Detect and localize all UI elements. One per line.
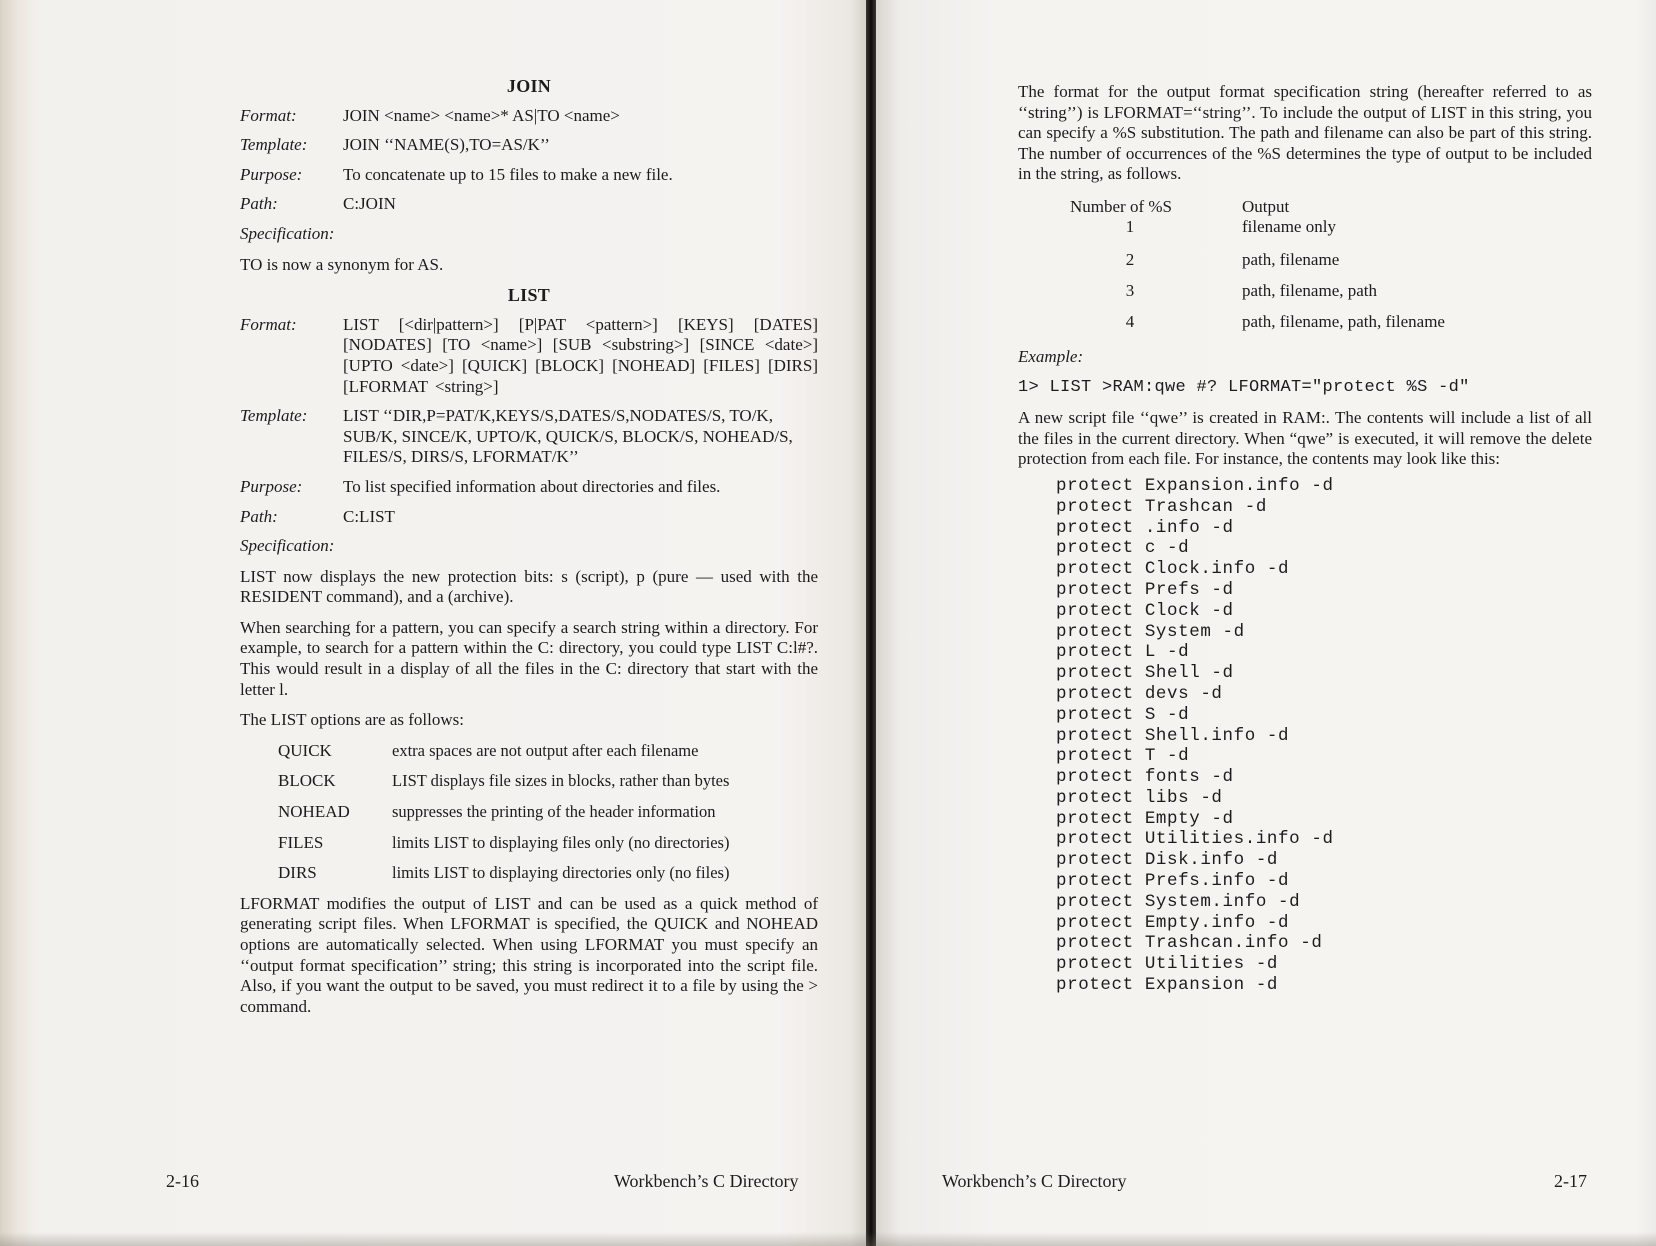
join-format-value: JOIN <name> <name>* AS|TO <name> [343, 105, 620, 125]
table-header-count: Number of %S [1070, 196, 1172, 216]
code-line: protect Prefs.info -d [1056, 871, 1290, 892]
script-listing [1056, 476, 1592, 996]
left-page-content [240, 76, 818, 1017]
table-header-row [1018, 197, 1592, 217]
list-format-row [240, 315, 818, 397]
list-option-row [240, 833, 818, 854]
code-line: protect Shell -d [1056, 663, 1234, 684]
code-line: protect libs -d [1056, 787, 1223, 808]
running-footer-left: Workbench’s C Directory [614, 1171, 799, 1191]
list-options-intro: The LIST options are as follows: [240, 710, 464, 730]
list-spec-para-3: LFORMAT modifies the output of LIST and can be used as a quick method of generating script files. When LFORMAT is specified, the QUICK and NOHEAD options are automatically selected. When using LFORMAT you must specify an ‘‘output format specification’’ string; this string is incorporated into the script file. Also, if you want the output to be saved, you must redirect it to a file by using the > command. [240, 893, 818, 1016]
option-key: QUICK [278, 740, 332, 760]
list-path-row [240, 507, 818, 528]
table-cell-output: path, filename, path, filename [1242, 312, 1445, 332]
code-line: protect Empty.info -d [1056, 912, 1290, 933]
option-key: FILES [278, 832, 324, 852]
join-path-value: C:JOIN [343, 194, 396, 214]
join-heading: JOIN [506, 76, 552, 96]
code-line: protect Trashcan.info -d [1056, 933, 1323, 954]
join-format-label: Format: [240, 105, 297, 125]
example-command: 1> LIST >RAM:qwe #? LFORMAT="protect %S -d" [1018, 377, 1470, 397]
option-key: NOHEAD [278, 802, 350, 822]
book-spine [866, 0, 876, 1246]
list-format-value: LIST [<dir|pattern>] [P|PAT <pattern>] [KEYS] [DATES] [NODATES] [TO <name>] [SUB <substring>] [SINCE <date>] [UPTO <date>] [QUICK] [BLOCK] [NOHEAD] [FILES] [DIRS] [LFORMAT <string>] [343, 314, 818, 396]
list-template-value: LIST ‘‘DIR,P=PAT/K,KEYS/S,DATES/S,NODATES/S, TO/K, SUB/K, SINCE/K, UPTO/K, QUICK/S, BLOCK/S, NOHEAD/S, FILES/S, DIRS/S, LFORMAT/K’’ [343, 406, 793, 467]
running-footer-right: Workbench’s C Directory [942, 1171, 1127, 1191]
join-path-row [240, 194, 818, 215]
list-spec-para-2: When searching for a pattern, you can specify a search string within a directory. For example, to search for a pattern within the C: directory, you could type LIST C:l#?. This would result in a display of all the files in the C: directory that start with the letter l. [240, 617, 818, 699]
table-cell-count: 2 [1125, 250, 1135, 270]
code-line: protect L -d [1056, 642, 1190, 663]
table-row [1018, 240, 1592, 271]
option-key: BLOCK [278, 771, 336, 791]
right-page-content [1018, 82, 1592, 996]
list-option-row [240, 863, 818, 884]
code-line: protect devs -d [1056, 683, 1223, 704]
code-line: protect .info -d [1056, 517, 1234, 538]
option-description: suppresses the printing of the header information [392, 802, 716, 822]
code-line: protect fonts -d [1056, 767, 1234, 788]
table-cell-output: path, filename [1242, 250, 1340, 270]
page-edge [0, 0, 30, 1246]
code-line: protect Trashcan -d [1056, 496, 1267, 517]
table-row [1018, 302, 1592, 333]
table-cell-count: 4 [1125, 312, 1135, 332]
option-description: limits LIST to displaying directories only (no files) [392, 863, 730, 883]
list-purpose-value: To list specified information about directories and files. [343, 476, 721, 496]
code-line: protect Disk.info -d [1056, 850, 1279, 871]
code-line: protect System.info -d [1056, 891, 1301, 912]
list-format-label: Format: [240, 314, 297, 334]
lformat-table [1018, 197, 1592, 333]
list-purpose-row [240, 477, 818, 498]
join-format-row [240, 106, 818, 127]
table-row [1018, 217, 1592, 240]
code-line: protect c -d [1056, 538, 1190, 559]
join-purpose-row [240, 165, 818, 186]
list-path-label: Path: [240, 506, 278, 526]
code-line: protect Shell.info -d [1056, 725, 1290, 746]
join-spec-label: Specification: [240, 223, 335, 243]
option-description: LIST displays file sizes in blocks, rather than bytes [392, 771, 730, 791]
join-template-label: Template: [240, 135, 308, 155]
code-line: protect Utilities.info -d [1056, 829, 1334, 850]
list-path-value: C:LIST [343, 506, 395, 526]
list-template-row [240, 406, 818, 468]
table-cell-count: 1 [1125, 216, 1135, 236]
page-number-right: 2-17 [1554, 1171, 1587, 1191]
list-template-label: Template: [240, 406, 308, 426]
option-description: limits LIST to displaying files only (no directories) [392, 832, 730, 852]
table-cell-count: 3 [1125, 281, 1135, 301]
page-bottom-shadow [0, 1232, 1656, 1246]
list-heading: LIST [507, 285, 551, 306]
code-line: protect Expansion.info -d [1056, 475, 1334, 496]
list-purpose-label: Purpose: [240, 476, 303, 496]
table-row [1018, 271, 1592, 302]
code-line: protect Prefs -d [1056, 579, 1234, 600]
code-line: protect Clock -d [1056, 600, 1234, 621]
join-template-value: JOIN ‘‘NAME(S),TO=AS/K’’ [343, 135, 550, 155]
code-line: protect T -d [1056, 746, 1190, 767]
join-spec-text: TO is now a synonym for AS. [240, 254, 444, 274]
list-option-row [240, 741, 818, 762]
lformat-intro: The format for the output format specification string (hereafter referred to as ‘‘string’’) is LFORMAT=‘‘string’’. To include the output of LIST in this string, you can specify a %S substitution. The path and filename can also be part of this string. The number of occurrences of the %S determines the type of output to be included in the string, as follows. [1018, 82, 1592, 184]
example-label: Example: [1018, 346, 1084, 366]
join-path-label: Path: [240, 194, 278, 214]
page-number-left: 2-16 [166, 1171, 199, 1191]
code-line: protect System -d [1056, 621, 1245, 642]
list-options [240, 741, 818, 884]
list-spec-label: Specification: [240, 536, 335, 556]
table-header-output: Output [1242, 196, 1290, 216]
script-description: A new script file ‘‘qwe’’ is created in RAM:. The contents will include a list of all the files in the current directory. When “qwe” is executed, it will remove the delete protection from each file. For instance, the contents may look like this: [1018, 408, 1592, 469]
join-purpose-value: To concatenate up to 15 files to make a new file. [343, 164, 673, 184]
option-key: DIRS [278, 863, 317, 883]
join-template-row [240, 135, 818, 156]
code-line: protect Utilities -d [1056, 954, 1279, 975]
table-cell-output: filename only [1242, 216, 1336, 236]
code-line: protect S -d [1056, 704, 1190, 725]
code-line: protect Expansion -d [1056, 975, 1279, 996]
list-spec-para-1: LIST now displays the new protection bits: s (script), p (pure — used with the RESIDENT command), and a (archive). [240, 566, 818, 607]
list-option-row [240, 802, 818, 823]
join-purpose-label: Purpose: [240, 164, 303, 184]
code-line: protect Empty -d [1056, 808, 1234, 829]
table-cell-output: path, filename, path [1242, 281, 1378, 301]
option-description: extra spaces are not output after each filename [392, 740, 699, 760]
code-line: protect Clock.info -d [1056, 559, 1290, 580]
list-option-row [240, 771, 818, 792]
